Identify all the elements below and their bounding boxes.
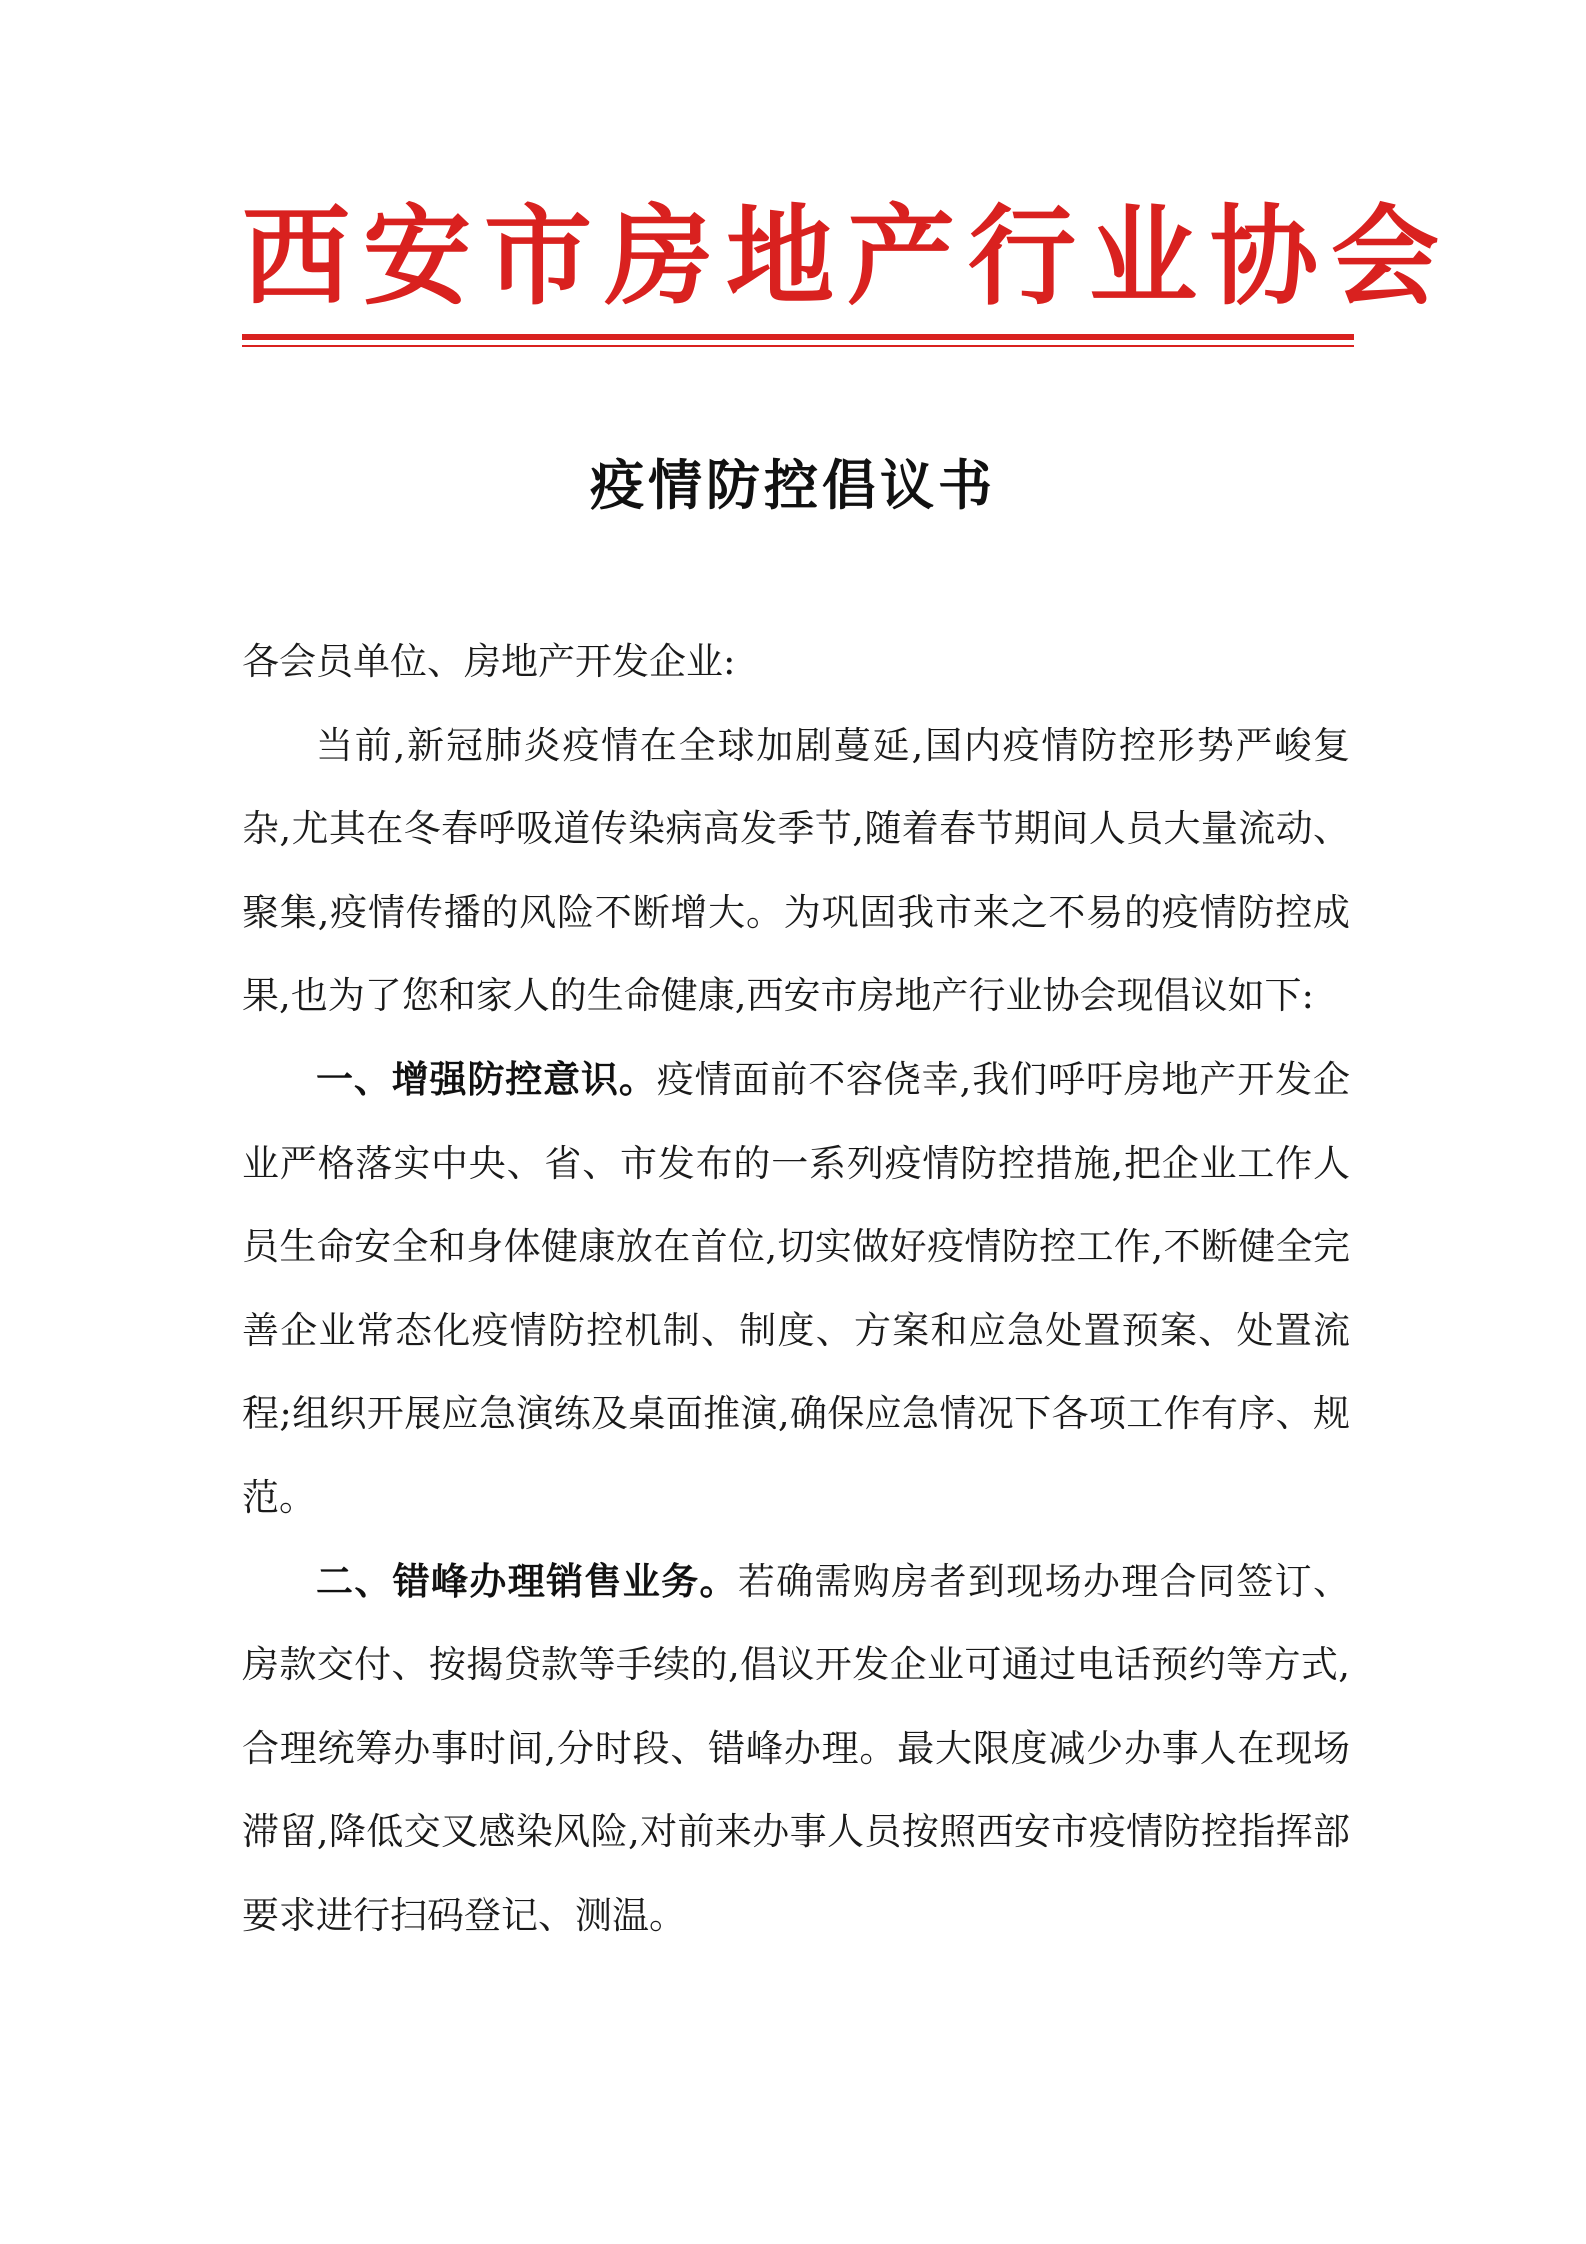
section-text-2: 若确需购房者到现场办理合同签订、房款交付、按揭贷款等手续的,倡议开发企业可通过电话预约等方式,合理统筹办事时间,分时段、错峰办理。最大限度减少办事人在现场滞留,降低交叉感染风险,对前来办事人员按照西安市疫情防控指挥部要求进行扫码登记、测温。: [242, 1559, 1351, 1937]
section-heading-2: 二、错峰办理销售业务。: [316, 1558, 738, 1603]
letterhead-org-name: 西安市房地产行业协会: [242, 194, 1453, 320]
section-paragraph-2: [242, 1540, 1350, 1958]
section-text-1: 疫情面前不容侥幸,我们呼吁房地产开发企业严格落实中央、省、市发布的一系列疫情防控措施,把企业工作人员生命安全和身体健康放在首位,切实做好疫情防控工作,不断健全完善企业常态化疫情防控机制、制度、方案和应急处置预案、处置流程;组织开展应急演练及桌面推演,确保应急情况下各项工作有序、规范。: [242, 1057, 1350, 1519]
letterhead-rule-thick: [242, 334, 1354, 340]
section-heading-1: 一、增强防控意识。: [316, 1056, 657, 1101]
intro-paragraph: 当前,新冠肺炎疫情在全球加剧蔓延,国内疫情防控形势严峻复杂,尤其在冬春呼吸道传染病高发季节,随着春节期间人员大量流动、聚集,疫情传播的风险不断增大。为巩固我市来之不易的疫情防控成果,也为了您和家人的生命健康,西安市房地产行业协会现倡议如下:: [242, 723, 1350, 1018]
letterhead-rule-thin: [242, 345, 1354, 347]
document-body: [242, 620, 1350, 1958]
document-title: 疫情防控倡议书: [590, 453, 996, 517]
section-paragraph-1: [242, 1038, 1350, 1540]
salutation: 各会员单位、房地产开发企业:: [242, 640, 736, 683]
